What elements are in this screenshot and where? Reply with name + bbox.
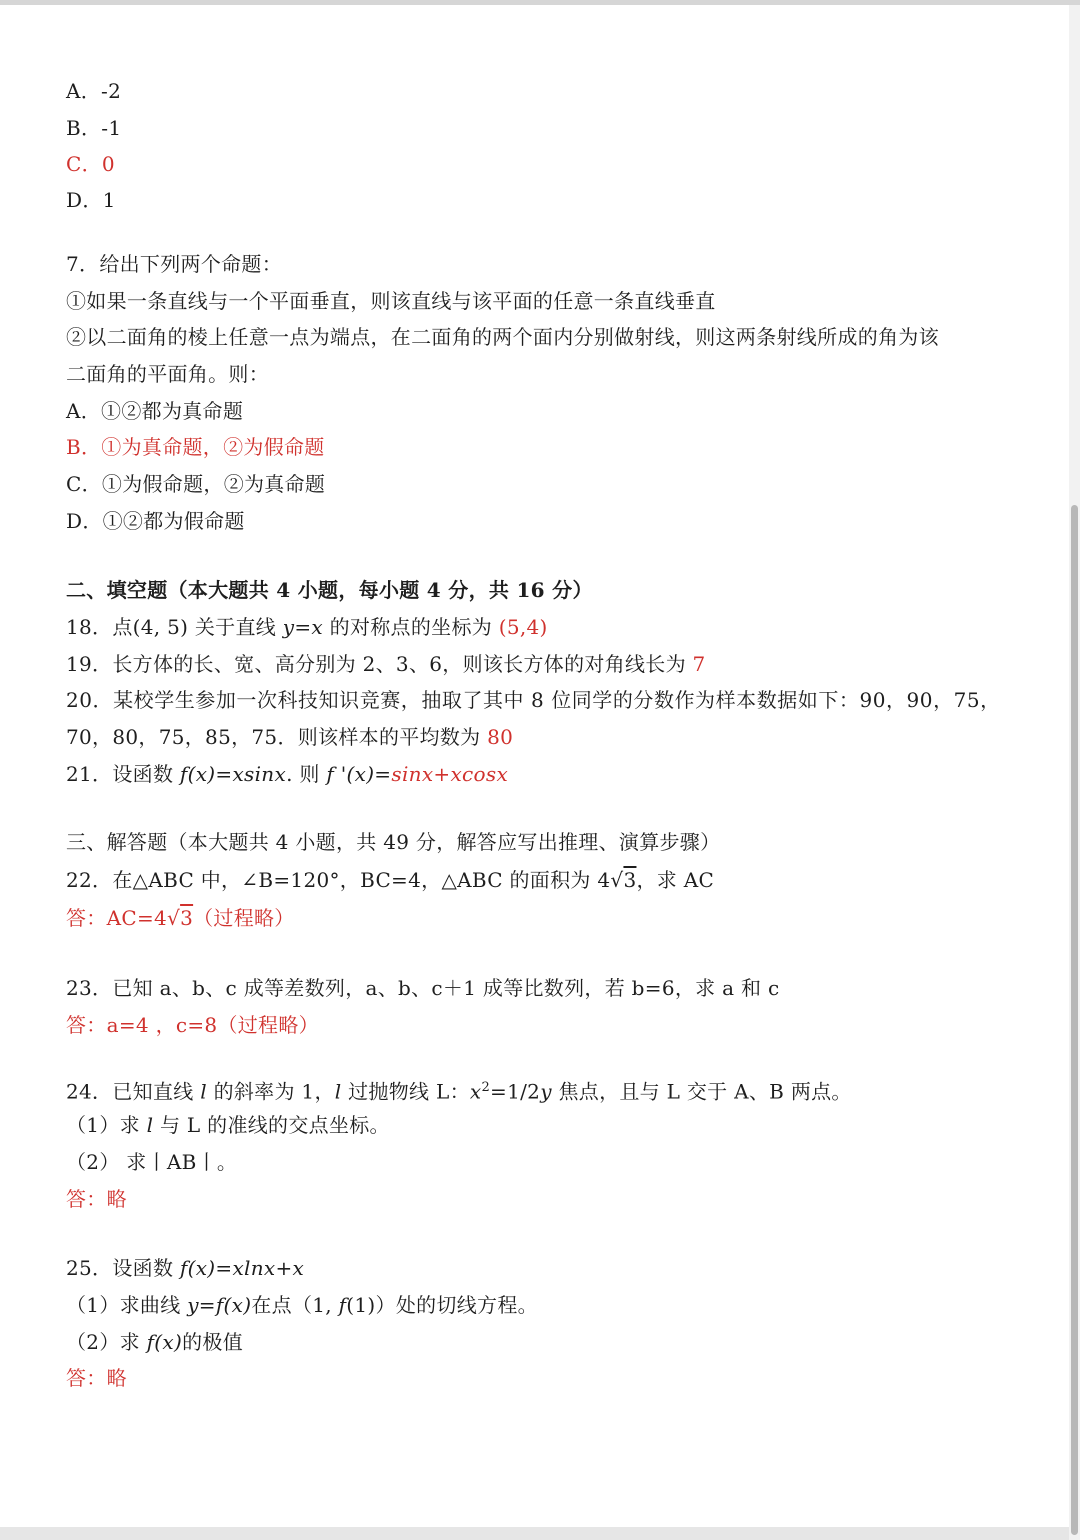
q7-option-a: A．①②都为真命题 [66,399,244,423]
q25-stem: 25．设函数 f(x)=xlnx+x [66,1256,305,1280]
q20-answer: 80 [487,725,514,749]
bottom-edge [0,1527,1069,1540]
q7-proposition-2-line1: ②以二面角的棱上任意一点为端点，在二面角的两个面内分别做射线，则这两条射线所成的角为该 [66,325,939,349]
q7-stem: 7．给出下列两个命题： [66,252,283,276]
section-2-heading: 二、填空题（本大题共 4 小题，每小题 4 分，共 16 分） [66,578,593,602]
sqrt-symbol: √3 [167,906,194,930]
document-page [0,5,1069,1527]
q25-answer: 答：略 [66,1366,127,1390]
q23: 23．已知 a、b、c 成等差数列，a、b、c＋1 成等比数列，若 b=6，求 a 和 c [66,976,780,1000]
q24-part-1: （1）求 l 与 L 的准线的交点坐标。 [66,1113,390,1137]
q7-option-d: D．①②都为假命题 [66,509,245,533]
q7-proposition-2-line2: 二面角的平面角。则： [66,362,269,386]
q20-line1: 20．某校学生参加一次科技知识竞赛，抽取了其中 8 位同学的分数作为样本数据如下：90，90，75， [66,688,1001,712]
q18: 18．点(4, 5) 关于直线 y=x 的对称点的坐标为 (5,4) [66,615,548,639]
scrollbar-thumb[interactable] [1071,505,1078,1535]
q20-line2: 70，80，75，85，75．则该样本的平均数为 80 [66,725,514,749]
q25-part-1: （1）求曲线 y=f(x)在点（1, f(1)）处的切线方程。 [66,1293,538,1317]
q6-option-d: D．1 [66,188,116,212]
q6-option-c-answer: C．0 [66,152,115,176]
q21: 21．设函数 f(x)=xsinx. 则 f '(x)=sinx+xcosx [66,762,509,786]
q19: 19．长方体的长、宽、高分别为 2、3、6，则该长方体的对角线长为 7 [66,652,706,676]
q25-part-2: （2）求 f(x)的极值 [66,1330,243,1354]
q7-option-c: C．①为假命题，②为真命题 [66,472,326,496]
q24-answer: 答：略 [66,1187,127,1211]
q23-answer: 答：a=4 ，c=8（过程略） [66,1013,319,1037]
q24-stem: 24．已知直线 l 的斜率为 1，l 过抛物线 L：$x^2=1/2y$ 焦点，且与 L 交于 A、B 两点。 [66,1079,852,1104]
q19-answer: 7 [692,652,706,676]
vertical-scrollbar[interactable] [1069,5,1080,1540]
q7-option-b-answer: B．①为真命题，②为假命题 [66,435,325,459]
q22-answer: 答：AC=4√3（过程略） [66,906,295,930]
q24-part-2: （2） 求丨AB丨。 [66,1150,238,1174]
sqrt-symbol: √3 [610,868,637,892]
q6-option-a: A．-2 [66,79,122,103]
q21-answer: sinx+xcosx [391,762,509,786]
section-3-heading: 三、解答题（本大题共 4 小题，共 49 分，解答应写出推理、演算步骤） [66,830,721,854]
q22: 22．在△ABC 中，∠B=120°，BC=4，△ABC 的面积为 4√3，求 AC [66,868,715,892]
q7-proposition-1: ①如果一条直线与一个平面垂直，则该直线与该平面的任意一条直线垂直 [66,289,716,313]
q6-option-b: B．-1 [66,116,122,140]
q18-answer: (5,4) [498,615,548,639]
